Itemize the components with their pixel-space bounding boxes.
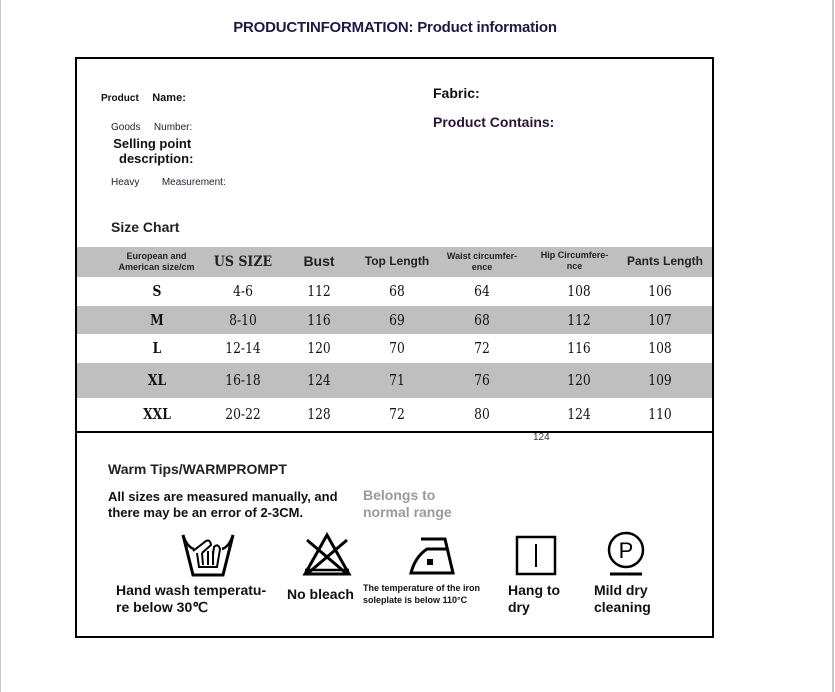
cell-l-waist: 72 <box>474 339 490 357</box>
care-label-hand-wash <box>116 582 266 616</box>
table-row <box>77 398 712 431</box>
cell-xl-hip: 120 <box>567 371 591 389</box>
cell-s-hip: 108 <box>567 282 591 300</box>
page-title: PRODUCTINFORMATION: Product information <box>233 19 557 36</box>
product-name-label-b: Name: <box>152 92 186 104</box>
page-edge-left <box>0 0 1 692</box>
cell-m-top-length: 69 <box>389 311 405 329</box>
heavy-measurement-label-b: Measurement: <box>161 177 226 188</box>
clipped-value: 124 <box>533 433 550 440</box>
product-name-label <box>101 88 186 106</box>
cell-l-pants-length: 108 <box>648 339 672 357</box>
cell-m-us-size: 8-10 <box>229 311 257 329</box>
hang-dry-icon <box>515 535 557 577</box>
selling-point-label <box>111 136 193 166</box>
cell-xxl-us-size: 20-22 <box>225 405 261 423</box>
table-row <box>77 334 712 363</box>
cell-xxl-pants-length: 110 <box>648 405 672 423</box>
cell-s-waist: 64 <box>474 282 490 300</box>
care-dry-clean-line1: Mild dry <box>594 582 648 598</box>
cell-m-pants-length: 107 <box>648 311 672 329</box>
care-dry-clean-line2: cleaning <box>594 599 651 615</box>
header-bust: Bust <box>303 253 335 269</box>
cell-xxl-eu-size: XXL <box>143 405 171 423</box>
warm-tips-text: All sizes are measured manually, and there may be an error of 2-3CM. <box>108 489 338 520</box>
cell-s-bust: 112 <box>307 282 331 300</box>
product-contains-label: Product Contains: <box>433 114 555 130</box>
care-iron-line1: The temperature of the iron <box>363 583 481 593</box>
header-hip <box>532 250 617 272</box>
care-label-no-bleach <box>287 586 354 603</box>
section-divider <box>77 431 712 433</box>
table-row <box>77 306 712 334</box>
table-row <box>77 277 712 306</box>
cell-m-bust: 116 <box>307 311 331 329</box>
selling-point-line2: description: <box>119 151 194 166</box>
table-row <box>77 363 712 398</box>
cell-l-hip: 116 <box>567 339 591 357</box>
cell-xxl-hip: 124 <box>567 405 591 423</box>
header-top-length: Top Length <box>364 254 430 268</box>
cell-m-waist: 68 <box>474 311 490 329</box>
header-hip-line2: nce <box>566 261 583 271</box>
cell-xl-top-length: 71 <box>389 371 405 389</box>
range-line1: Belongs to <box>363 487 436 503</box>
range-line2: normal range <box>363 504 452 520</box>
cell-xxl-bust: 128 <box>307 405 331 423</box>
cell-xxl-top-length: 72 <box>389 405 405 423</box>
care-iron-line2: soleplate is below 110°C <box>363 595 468 605</box>
size-chart-title: Size Chart <box>111 219 180 235</box>
warm-tips-title: Warm Tips/WARMPROMPT <box>108 461 287 477</box>
iron-icon <box>407 535 459 577</box>
product-info-card <box>75 57 714 638</box>
cell-l-bust: 120 <box>307 339 331 357</box>
cell-m-hip: 112 <box>567 311 591 329</box>
header-hip-line1: Hip Circumfere- <box>540 250 609 260</box>
header-eu-size <box>99 251 214 273</box>
care-no-bleach-line1: No bleach <box>287 586 354 602</box>
no-bleach-icon <box>301 532 353 578</box>
header-eu-line1: European and <box>126 251 187 261</box>
cell-xl-pants-length: 109 <box>648 371 672 389</box>
cell-xl-waist: 76 <box>474 371 490 389</box>
page-edge-right <box>832 0 834 692</box>
header-waist-line2: ence <box>471 262 493 272</box>
header-waist <box>437 251 527 273</box>
hand-wash-icon <box>180 531 236 579</box>
cell-xl-us-size: 16-18 <box>225 371 261 389</box>
care-hang-dry-line2: dry <box>508 599 530 615</box>
care-label-dry-clean <box>594 582 651 616</box>
warm-tips-range <box>363 487 473 521</box>
cell-l-top-length: 70 <box>389 339 405 357</box>
cell-m-eu-size: M <box>150 311 164 329</box>
dry-clean-icon <box>604 531 648 577</box>
product-name-label-a: Product <box>101 93 139 104</box>
header-waist-line1: Waist circumfer- <box>446 251 518 261</box>
svg-text:P: P <box>618 538 634 563</box>
cell-s-pants-length: 106 <box>648 282 672 300</box>
cell-l-us-size: 12-14 <box>225 339 261 357</box>
care-label-iron <box>363 582 480 606</box>
cell-xxl-waist: 80 <box>474 405 490 423</box>
selling-point-line1: Selling point <box>113 136 192 151</box>
header-eu-line2: American size/cm <box>118 262 195 272</box>
cell-xl-bust: 124 <box>307 371 331 389</box>
cell-l-eu-size: L <box>152 339 162 357</box>
cell-s-us-size: 4-6 <box>233 282 253 300</box>
goods-number-label <box>111 117 192 135</box>
header-us-size: US SIZE <box>213 254 273 270</box>
fabric-label: Fabric: <box>433 85 480 101</box>
cell-s-top-length: 68 <box>389 282 405 300</box>
care-label-hang-dry <box>508 582 560 616</box>
cell-xl-eu-size: XL <box>147 371 167 389</box>
goods-number-label-a: Goods <box>111 122 141 133</box>
care-hand-wash-line2: re below 30℃ <box>116 599 208 615</box>
heavy-measurement-label <box>111 172 226 190</box>
care-hand-wash-line1: Hand wash temperatu- <box>116 582 267 598</box>
header-pants-length: Pants Length <box>626 254 703 268</box>
goods-number-label-b: Number: <box>153 122 193 133</box>
care-hang-dry-line1: Hang to <box>508 582 561 598</box>
cell-s-eu-size: S <box>152 282 162 300</box>
heavy-measurement-label-a: Heavy <box>111 177 140 188</box>
